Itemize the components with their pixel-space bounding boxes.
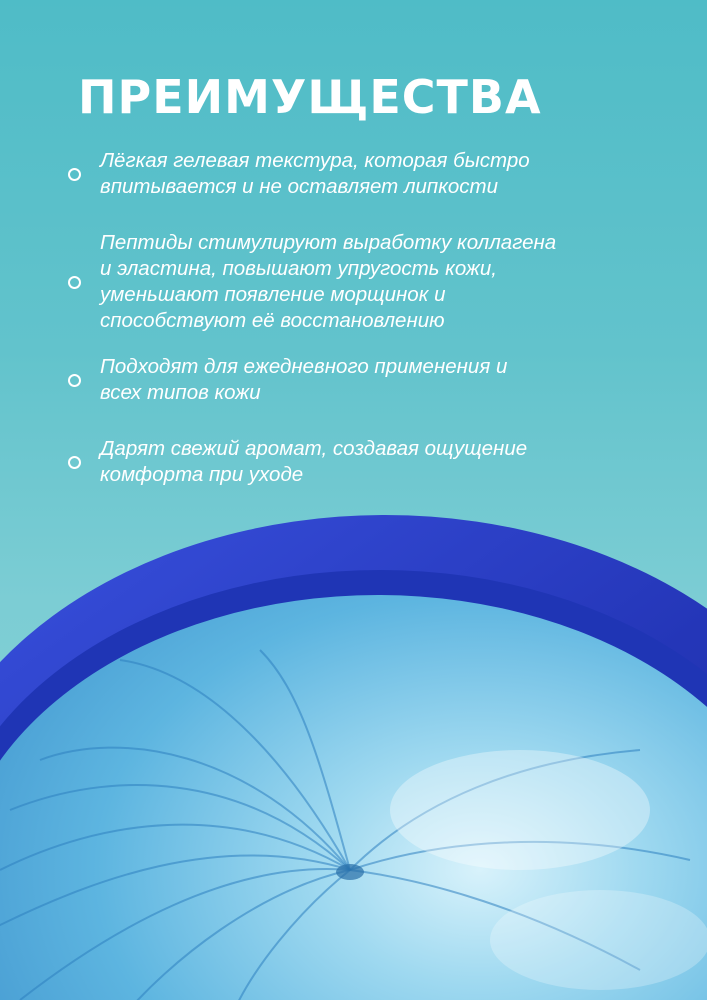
benefit-item: [68, 354, 507, 406]
benefit-text: Подходят для ежедневного применения и всех типов кожи: [100, 355, 508, 404]
benefit-text: Пептиды стимулируют выработку коллагена и эластина, повышают упругость кожи, уменьшают появление морщинок и способствуют её восстановлению: [100, 231, 557, 332]
circle-bullet-icon: [68, 456, 81, 469]
circle-bullet-icon: [68, 276, 81, 289]
circle-bullet-icon: [68, 374, 81, 387]
gel-highlight: [490, 890, 707, 990]
benefit-item: [68, 436, 527, 488]
benefit-item: [68, 230, 556, 334]
benefit-text: Лёгкая гелевая текстура, которая быстро впитывается и не оставляет липкости: [100, 149, 530, 198]
benefit-text: Дарят свежий аромат, создавая ощущение комфорта при уходе: [100, 437, 528, 486]
benefit-item: [68, 148, 530, 200]
page-title: ПРЕИМУЩЕСТВА: [78, 70, 542, 124]
circle-bullet-icon: [68, 168, 81, 181]
hydrogel-patches-jar-illustration: [0, 500, 707, 1000]
gel-highlight: [390, 750, 650, 870]
swirl-center: [336, 864, 364, 880]
